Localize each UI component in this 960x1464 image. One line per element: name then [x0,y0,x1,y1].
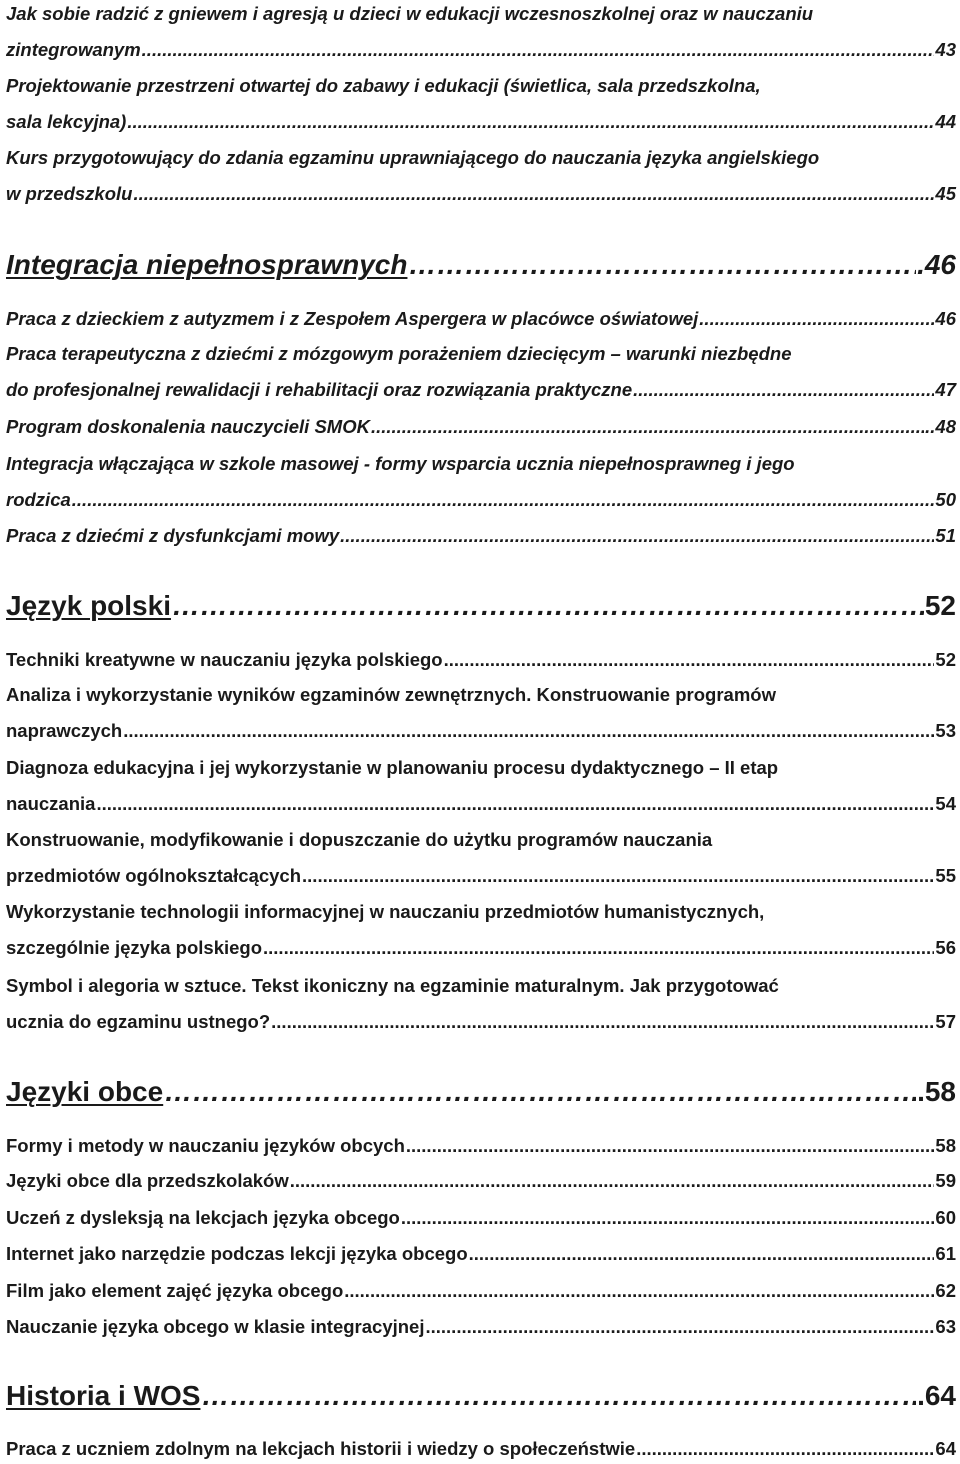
page-number: .64 [917,1380,956,1411]
entry-last-line [6,1243,956,1265]
entry-title-line1: Projektowanie przestrzeni otwartej do zabawy i edukacji (świetlica, sala przedszkolna, [6,75,761,96]
dot-leader [164,1076,916,1108]
entry-last-line [6,489,956,511]
page-number: 44 [935,111,956,132]
section-title: Integracja niepełnosprawnych [6,249,408,280]
dot-leader [406,1135,935,1157]
page-number: 47 [935,379,956,400]
toc-entry [6,147,956,205]
page-number: 45 [935,183,956,204]
page-number: 61 [935,1243,956,1264]
page-number: .46 [917,249,956,280]
dot-leader [344,1280,934,1302]
dot-leader [201,1380,916,1412]
entry-title: Program doskonalenia nauczycieli SMOK [6,416,370,437]
dot-leader [371,416,924,438]
page-number: 60 [935,1207,956,1228]
dot-leader [133,183,934,205]
section-heading [6,590,956,622]
entry-last-line [6,1438,956,1460]
entry-title: Języki obce dla przedszkolaków [6,1170,289,1191]
entry-last-line [6,720,956,742]
page-number: .58 [917,1076,956,1107]
toc-entry [6,1207,956,1229]
section-heading [6,1380,956,1412]
entry-title-line2: ucznia do egzaminu ustnego? [6,1011,271,1032]
entry-title: Film jako element zajęć języka obcego [6,1280,344,1301]
toc-entry [6,1243,956,1265]
page-number: 63 [935,1316,956,1337]
page-number: ..48 [925,416,956,437]
page-number: 53 [935,720,956,741]
entry-last-line [6,793,956,815]
entry-last-line [6,1280,956,1302]
toc-entry [6,829,956,887]
entry-last-line [6,416,956,438]
page-number: 62 [935,1280,956,1301]
toc-entry [6,3,956,61]
toc-entry [6,453,956,511]
section-title: Historia i WOS [6,1380,201,1411]
page-number: 52 [924,590,956,621]
toc-entry [6,416,956,438]
page-number: 56 [935,937,956,958]
dot-leader [636,1438,934,1460]
dot-leader [96,793,934,815]
entry-title: Internet jako narzędzie podczas lekcji języka obcego [6,1243,468,1264]
toc-entry [6,308,956,330]
dot-leader [72,489,935,511]
toc-entry [6,343,956,401]
entry-last-line [6,865,956,887]
toc-entry [6,757,956,815]
entry-title-line2: zintegrowanym [6,39,141,60]
dot-leader [123,720,934,742]
dot-leader [263,937,934,959]
section-title: Język polski [6,590,171,621]
dot-leader [271,1011,934,1033]
toc-entry [6,1316,956,1338]
dot-leader [469,1243,935,1265]
dot-leader [633,379,934,401]
entry-title-line1: Integracja włączająca w szkole masowej - formy wsparcia ucznia niepełnosprawneg i jego [6,453,795,474]
entry-last-line [6,649,956,671]
entry-title-line2: szczególnie języka polskiego [6,937,263,958]
entry-title-line2: rodzica [6,489,71,510]
entry-last-line [6,1011,956,1033]
toc-entry [6,1135,956,1157]
entry-last-line [6,1170,956,1192]
page-number: 43 [935,39,956,60]
section-heading [6,1076,956,1108]
page-number: 58 [935,1135,956,1156]
entry-last-line [6,937,956,959]
entry-last-line [6,525,956,547]
dot-leader [444,649,935,671]
page-number: 54 [935,793,956,814]
dot-leader [699,308,934,330]
entry-last-line [6,379,956,401]
page-number: 51 [935,525,956,546]
section-heading [6,249,956,281]
entry-title: Praca z dziećmi z dysfunkcjami mowy [6,525,340,546]
entry-title-line2: w przedszkolu [6,183,133,204]
entry-title-line1: Diagnoza edukacyjna i jej wykorzystanie w planowaniu procesu dydaktycznego – II etap [6,757,779,778]
entry-last-line [6,1135,956,1157]
entry-title-line2: naprawczych [6,720,123,741]
toc-entry [6,1280,956,1302]
entry-title-line1: Wykorzystanie technologii informacyjnej w nauczaniu przedmiotów humanistycznych, [6,901,765,922]
page-number: 52 [935,649,956,670]
entry-title-line2: przedmiotów ogólnokształcących [6,865,302,886]
entry-title-line1: Kurs przygotowujący do zdania egzaminu uprawniającego do nauczania języka angielskiego [6,147,820,168]
page-number: 64 [935,1438,956,1459]
toc-entry [6,901,956,959]
toc-entry [6,1170,956,1192]
entry-title-line1: Konstruowanie, modyfikowanie i dopuszczanie do użytku programów nauczania [6,829,713,850]
dot-leader [172,590,924,622]
entry-title: Techniki kreatywne w nauczaniu języka polskiego [6,649,443,670]
toc-entry [6,1438,956,1460]
entry-title: Praca z dzieckiem z autyzmem i z Zespołem Aspergera w placówce oświatowej [6,308,699,329]
toc-entry [6,649,956,671]
toc-entry [6,684,956,742]
dot-leader [290,1170,935,1192]
dot-leader [127,111,934,133]
dot-leader [401,1207,935,1229]
entry-title-line1: Symbol i alegoria w sztuce. Tekst ikoniczny na egzaminie maturalnym. Jak przygotować [6,975,779,996]
entry-last-line [6,183,956,205]
page-number: 55 [935,865,956,886]
entry-title-line1: Jak sobie radzić z gniewem i agresją u dzieci w edukacji wczesnoszkolnej oraz w nauczaniu [6,3,814,24]
toc-entry [6,975,956,1033]
dot-leader [340,525,934,547]
entry-last-line [6,39,956,61]
entry-last-line [6,1207,956,1229]
entry-last-line [6,111,956,133]
entry-title: Nauczanie języka obcego w klasie integracyjnej [6,1316,425,1337]
page-number: 50 [935,489,956,510]
entry-title-line1: Praca terapeutyczna z dziećmi z mózgowym porażeniem dziecięcym – warunki niezbędne [6,343,792,364]
entry-title: Uczeń z dysleksją na lekcjach języka obcego [6,1207,400,1228]
toc-entry [6,75,956,133]
entry-title-line2: do profesjonalnej rewalidacji i rehabilitacji oraz rozwiązania praktyczne [6,379,633,400]
entry-title-line2: nauczania [6,793,96,814]
section-title: Języki obce [6,1076,164,1107]
entry-title-line1: Analiza i wykorzystanie wyników egzaminów zewnętrznych. Konstruowanie programów [6,684,776,705]
entry-last-line [6,308,956,330]
entry-title-line2: sala lekcyjna) [6,111,127,132]
entry-title: Praca z uczniem zdolnym na lekcjach historii i wiedzy o społeczeństwie [6,1438,636,1459]
page-number: 46 [935,308,956,329]
page-number: 59 [935,1170,956,1191]
toc-entry [6,525,956,547]
entry-last-line [6,1316,956,1338]
dot-leader [142,39,935,61]
dot-leader [425,1316,934,1338]
dot-leader [408,249,916,281]
dot-leader [302,865,934,887]
entry-title: Formy i metody w nauczaniu języków obcych [6,1135,405,1156]
page-number: 57 [935,1011,956,1032]
